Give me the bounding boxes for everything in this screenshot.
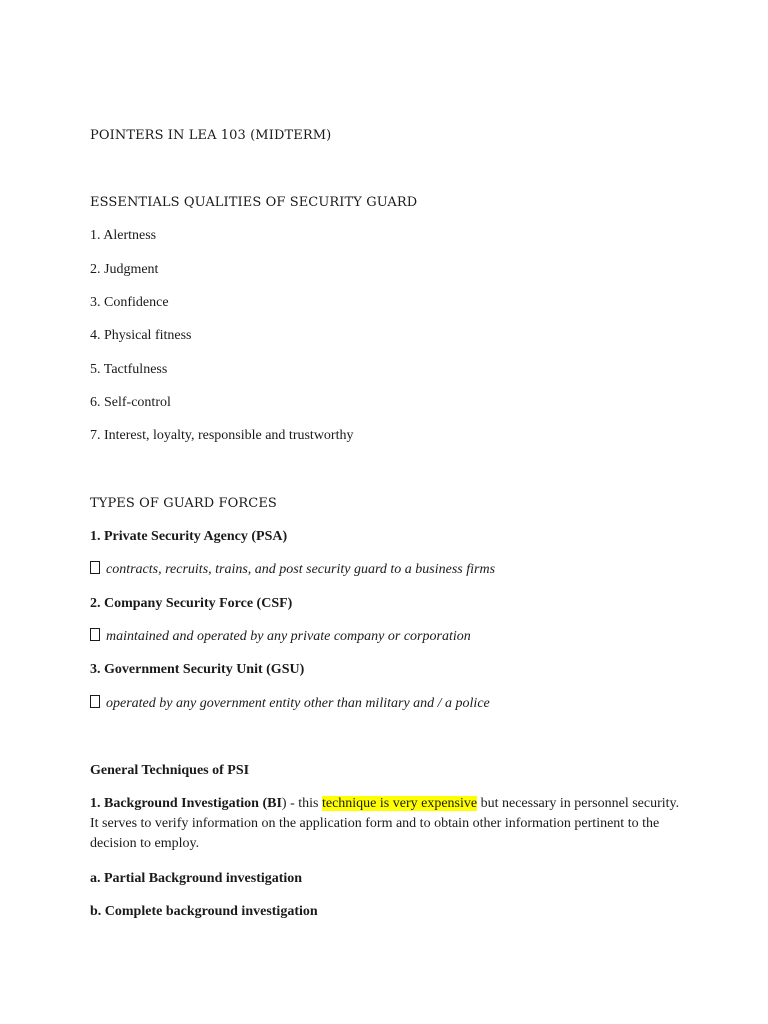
bi-label: 1. Background Investigation (BI [90, 796, 282, 811]
guard-force-name: 3. Government Security Unit (GSU) [90, 662, 305, 677]
bi-post: but necessary in personnel security. It serves to verify information on the application form and to obtain other information pertinent to the decision to employ. [90, 796, 680, 851]
bi-highlight: technique is very expensive [321, 796, 478, 811]
list-item: 4. Physical fitness [90, 328, 192, 343]
guard-force-desc-text: contracts, recruits, trains, and post security guard to a business firms [106, 562, 496, 577]
list-item: a. Partial Background investigation [90, 871, 303, 886]
background-investigation-paragraph [90, 794, 690, 854]
list-item: 1. Alertness [90, 228, 157, 243]
guard-force-desc-text: operated by any government entity other than military and / a police [106, 696, 490, 711]
bullet-box-icon [90, 628, 100, 641]
page-title: POINTERS IN LEA 103 (MIDTERM) [90, 128, 332, 143]
list-item: 7. Interest, loyalty, responsible and trustworthy [90, 428, 354, 443]
list-item: 3. Confidence [90, 295, 169, 310]
guard-force-name: 2. Company Security Force (CSF) [90, 596, 293, 611]
guard-forces-heading: TYPES OF GUARD FORCES [90, 496, 277, 511]
list-item: 5. Tactfulness [90, 362, 168, 377]
guard-force-desc [90, 561, 495, 579]
list-item: 6. Self-control [90, 395, 171, 410]
guard-force-name: 1. Private Security Agency (PSA) [90, 529, 288, 544]
guard-force-desc-text: maintained and operated by any private company or corporation [106, 629, 471, 644]
bullet-box-icon [90, 561, 100, 574]
guard-force-desc [90, 628, 471, 646]
list-item: b. Complete background investigation [90, 904, 318, 919]
guard-force-desc [90, 695, 490, 713]
list-item: 2. Judgment [90, 262, 159, 277]
bi-pre: - this [286, 796, 322, 811]
bullet-box-icon [90, 695, 100, 708]
qualities-heading: ESSENTIALS QUALITIES OF SECURITY GUARD [90, 195, 418, 210]
bi-close: ) [281, 796, 287, 811]
psi-heading: General Techniques of PSI [90, 763, 250, 778]
